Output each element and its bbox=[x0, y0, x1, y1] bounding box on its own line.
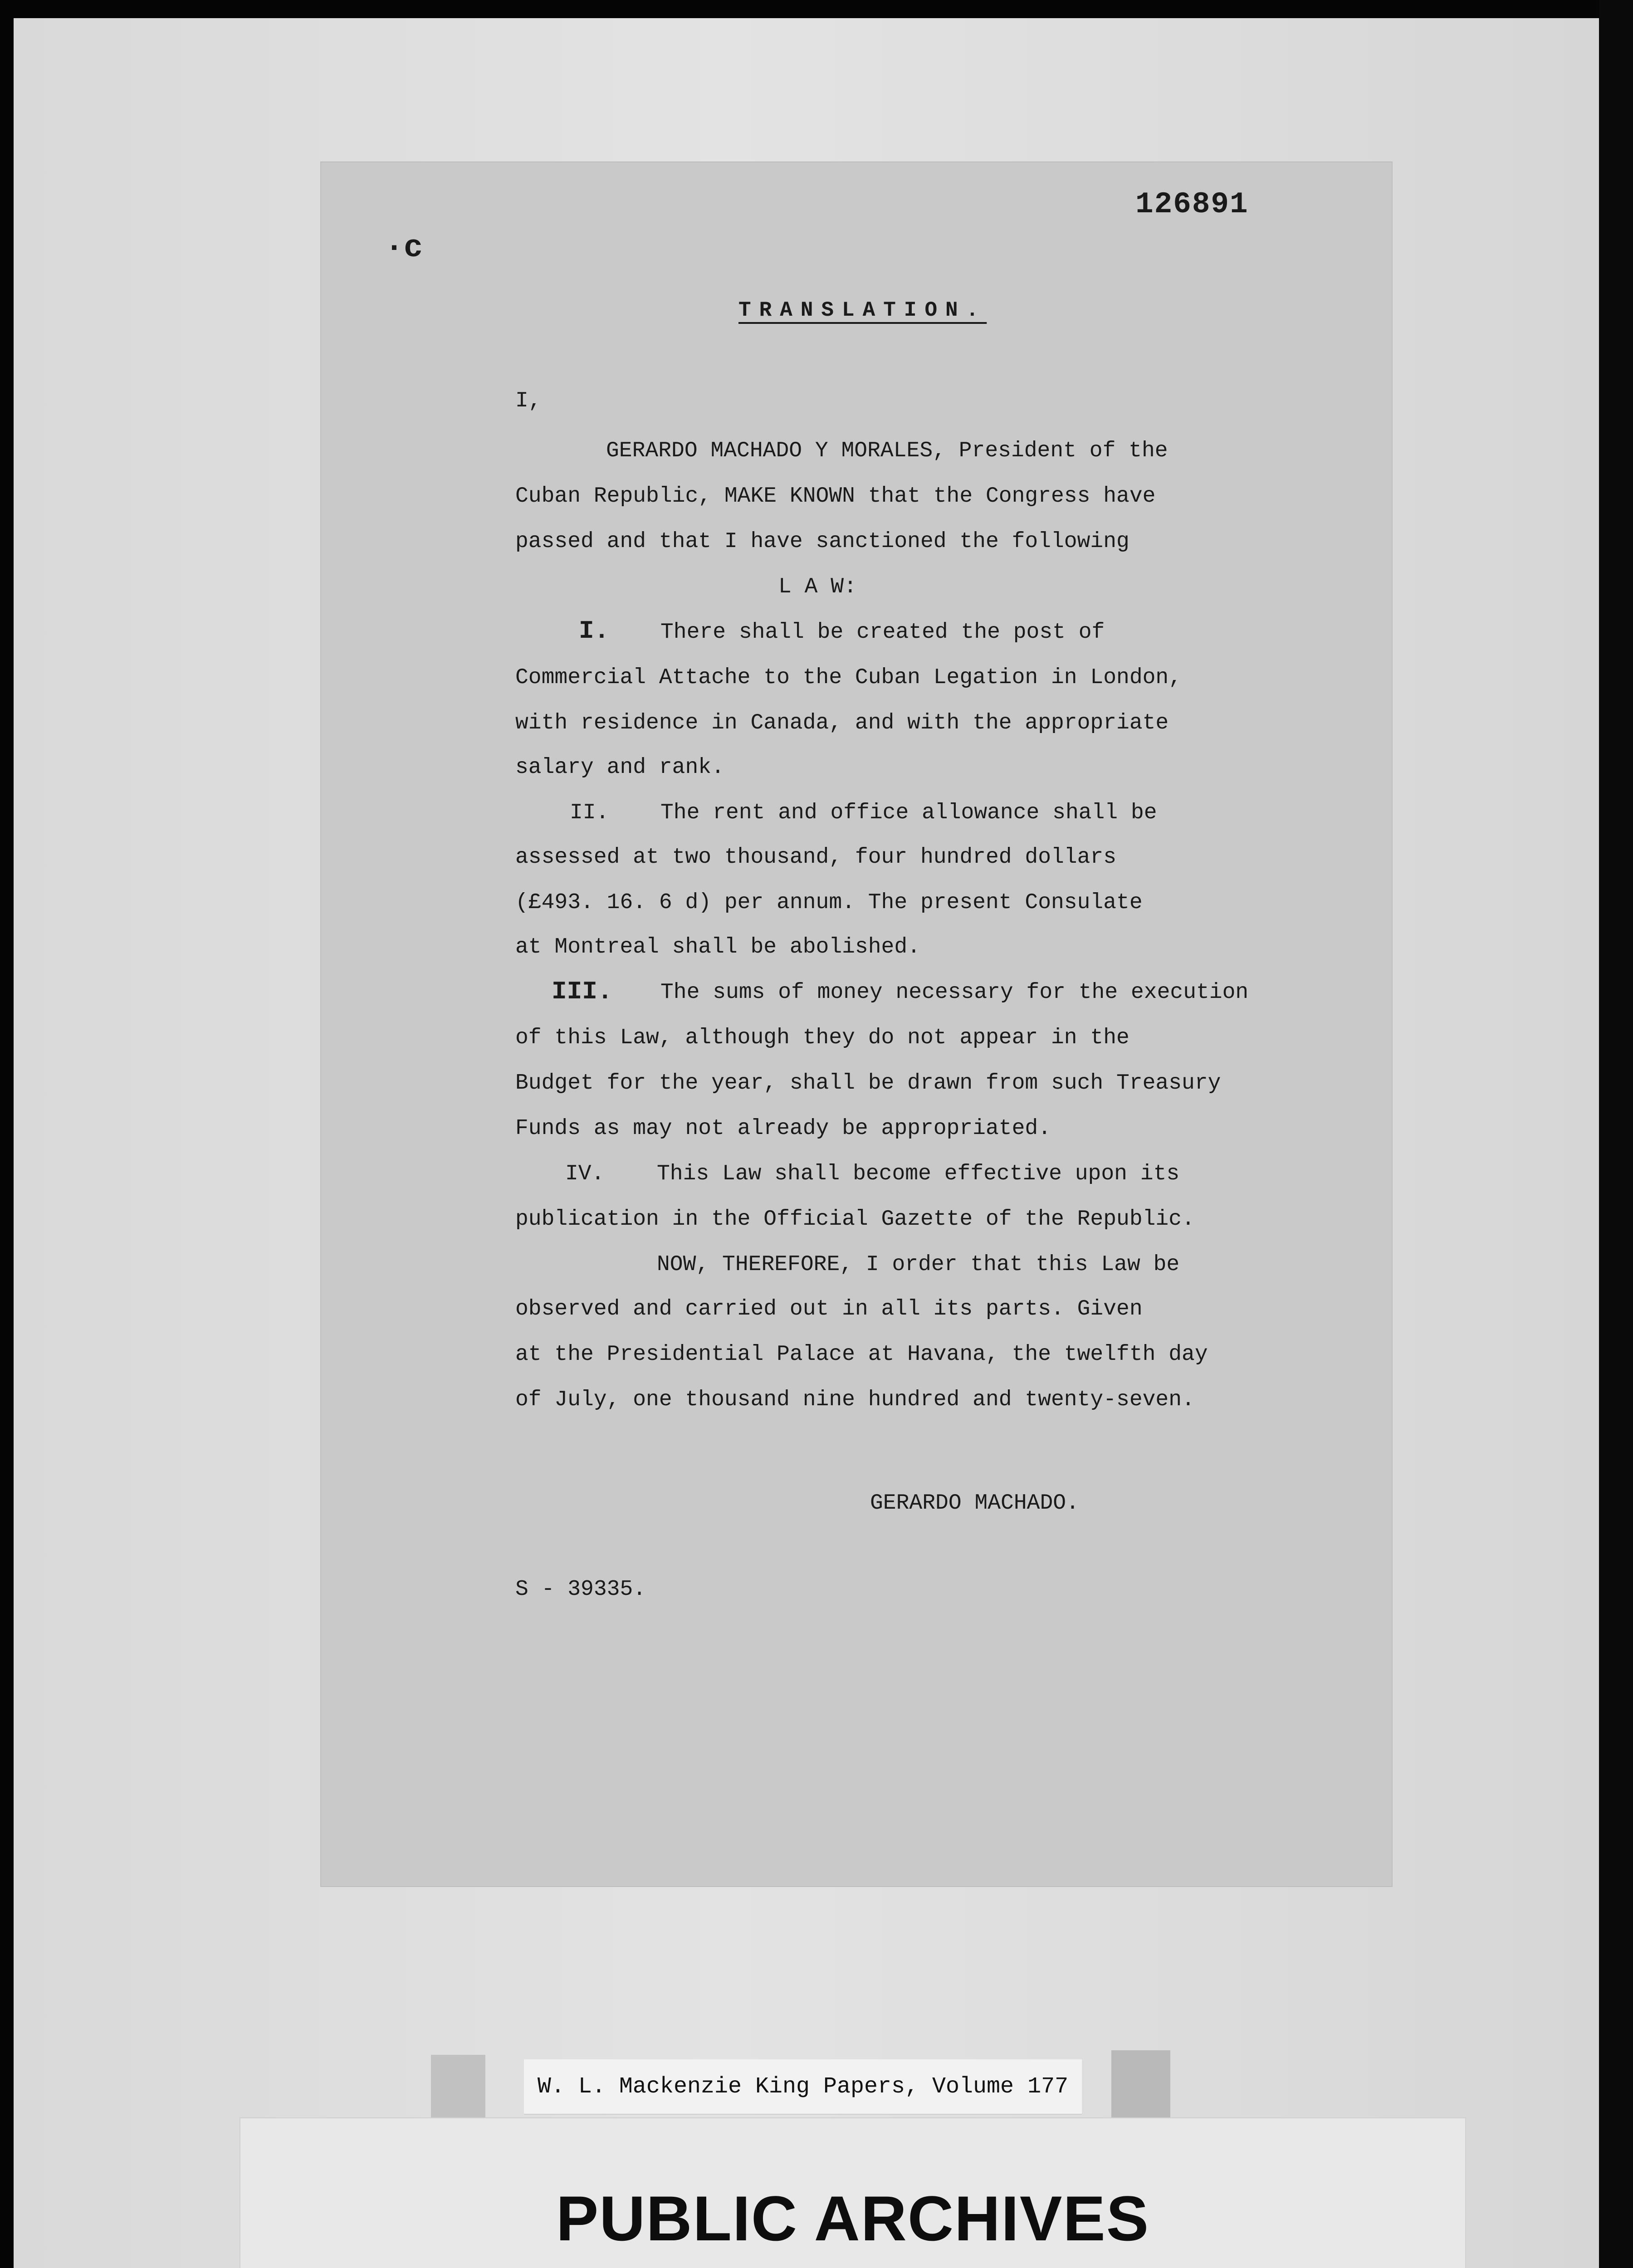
text-line: at the Presidential Palace at Havana, the twelfth day bbox=[515, 1342, 1208, 1367]
film-edge bbox=[1599, 0, 1633, 2268]
archive-line-english: PUBLIC ARCHIVES bbox=[556, 2183, 1150, 2254]
article-numeral: I. bbox=[579, 616, 610, 645]
text-line: at Montreal shall be abolished. bbox=[515, 935, 920, 959]
article-numeral: IV. bbox=[565, 1162, 605, 1186]
text-line: Budget for the year, shall be drawn from such Treasury bbox=[515, 1071, 1221, 1095]
law-heading: L A W: bbox=[778, 575, 857, 599]
text-line: publication in the Official Gazette of the Republic. bbox=[515, 1207, 1195, 1232]
archive-card bbox=[240, 2118, 1465, 2268]
signature: GERARDO MACHADO. bbox=[870, 1491, 1079, 1515]
translation-document bbox=[321, 162, 1392, 1886]
text-line: assessed at two thousand, four hundred dollars bbox=[515, 845, 1117, 870]
article-numeral: III. bbox=[552, 977, 613, 1006]
text-line: There shall be created the post of bbox=[660, 620, 1105, 645]
article-numeral: II. bbox=[570, 801, 609, 825]
text-line: The sums of money necessary for the execution bbox=[660, 980, 1249, 1005]
collection-label: W. L. Mackenzie King Papers, Volume 177 bbox=[524, 2059, 1082, 2115]
corner-mark: ·c bbox=[385, 230, 423, 266]
text-line: This Law shall become effective upon its bbox=[657, 1162, 1180, 1186]
microfilm-frame bbox=[14, 18, 1599, 2268]
text-line: (£493. 16. 6 d) per annum. The present Consulate bbox=[515, 890, 1143, 915]
text-line: Funds as may not already be appropriated. bbox=[515, 1116, 1051, 1141]
roman-intro: I, bbox=[515, 389, 542, 413]
text-line: passed and that I have sanctioned the following bbox=[515, 529, 1129, 554]
text-line: of this Law, although they do not appear in the bbox=[515, 1026, 1129, 1050]
document-number: 126891 bbox=[1135, 187, 1249, 221]
text-line: with residence in Canada, and with the appropriate bbox=[515, 711, 1169, 735]
tape-piece bbox=[431, 2055, 485, 2123]
text-line: NOW, THEREFORE, I order that this Law be bbox=[657, 1252, 1180, 1277]
reference-number: S - 39335. bbox=[515, 1577, 646, 1602]
tape-piece bbox=[1111, 2050, 1170, 2118]
text-line: observed and carried out in all its parts. Given bbox=[515, 1297, 1143, 1321]
text-line: The rent and office allowance shall be bbox=[660, 801, 1157, 825]
text-line: GERARDO MACHADO Y MORALES, President of the bbox=[606, 439, 1168, 463]
text-line: of July, one thousand nine hundred and twenty-seven. bbox=[515, 1388, 1195, 1412]
document-title: TRANSLATION. bbox=[738, 298, 987, 322]
text-line: Commercial Attache to the Cuban Legation in London, bbox=[515, 665, 1182, 690]
text-line: Cuban Republic, MAKE KNOWN that the Congress have bbox=[515, 484, 1156, 508]
text-line: salary and rank. bbox=[515, 755, 724, 780]
